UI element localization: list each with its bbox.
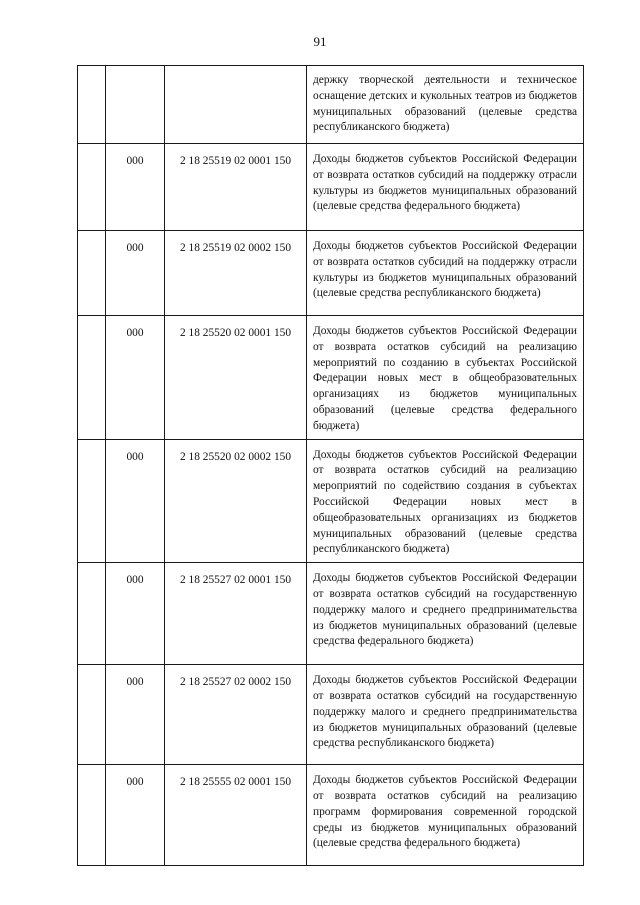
table-row: [78, 665, 584, 765]
budget-code-cell: 2 18 25519 02 0002 150: [165, 231, 307, 316]
budget-code-cell: 2 18 25555 02 0001 150: [165, 765, 307, 866]
blank-cell: [78, 765, 106, 866]
description-cell: Доходы бюджетов субъектов Российской Федерации от возврата остатков субсидий на реализацию программ формирования современной городской среды из бюджетов муниципальных образований (целевые средства федерального бюджета): [307, 765, 584, 866]
blank-cell: [78, 563, 106, 665]
admin-code-cell: 000: [106, 144, 165, 231]
admin-code-cell: 000: [106, 665, 165, 765]
admin-code-cell: [106, 66, 165, 144]
admin-code-cell: 000: [106, 439, 165, 563]
admin-code-cell: 000: [106, 563, 165, 665]
description-cell: Доходы бюджетов субъектов Российской Федерации от возврата остатков субсидий на реализацию мероприятий по созданию в субъектах Российской Федерации новых мест в общеобразовательных организациях из бюджетов муниципальных образований (целевые средства федерального бюджета): [307, 316, 584, 440]
admin-code-cell: 000: [106, 231, 165, 316]
description-cell: держку творческой деятельности и техническое оснащение детских и кукольных театров из бюджетов муниципальных образований (целевые средства республиканского бюджета): [307, 66, 584, 144]
table-row: [78, 563, 584, 665]
description-cell: Доходы бюджетов субъектов Российской Федерации от возврата остатков субсидий на реализацию мероприятий по содействию создания в субъектах Российской Федерации новых мест в общеобразовательных организациях из бюджетов муниципальных образований (целевые средства республиканского бюджета): [307, 439, 584, 563]
table-row: [78, 66, 584, 144]
blank-cell: [78, 439, 106, 563]
admin-code-cell: 000: [106, 316, 165, 440]
budget-table: [77, 65, 584, 866]
description-cell: Доходы бюджетов субъектов Российской Федерации от возврата остатков субсидий на поддержку отрасли культуры из бюджетов муниципальных образований (целевые средства федерального бюджета): [307, 144, 584, 231]
budget-code-cell: [165, 66, 307, 144]
table-row: [78, 144, 584, 231]
description-cell: Доходы бюджетов субъектов Российской Федерации от возврата остатков субсидий на поддержку отрасли культуры из бюджетов муниципальных образований (целевые средства республиканского бюджета): [307, 231, 584, 316]
description-cell: Доходы бюджетов субъектов Российской Федерации от возврата остатков субсидий на государственную поддержку малого и среднего предпринимательства из бюджетов муниципальных образований (целевые средства федерального бюджета): [307, 563, 584, 665]
blank-cell: [78, 231, 106, 316]
table-row: [78, 765, 584, 866]
blank-cell: [78, 665, 106, 765]
table-row: [78, 439, 584, 563]
table-row: [78, 231, 584, 316]
budget-code-cell: 2 18 25527 02 0001 150: [165, 563, 307, 665]
admin-code-cell: 000: [106, 765, 165, 866]
blank-cell: [78, 66, 106, 144]
page-number: 91: [313, 34, 327, 49]
table-row: [78, 316, 584, 440]
budget-code-cell: 2 18 25520 02 0001 150: [165, 316, 307, 440]
budget-code-cell: 2 18 25520 02 0002 150: [165, 439, 307, 563]
budget-code-cell: 2 18 25519 02 0001 150: [165, 144, 307, 231]
budget-code-cell: 2 18 25527 02 0002 150: [165, 665, 307, 765]
description-cell: Доходы бюджетов субъектов Российской Федерации от возврата остатков субсидий на государственную поддержку малого и среднего предпринимательства из бюджетов муниципальных образований (целевые средства республиканского бюджета): [307, 665, 584, 765]
blank-cell: [78, 316, 106, 440]
blank-cell: [78, 144, 106, 231]
